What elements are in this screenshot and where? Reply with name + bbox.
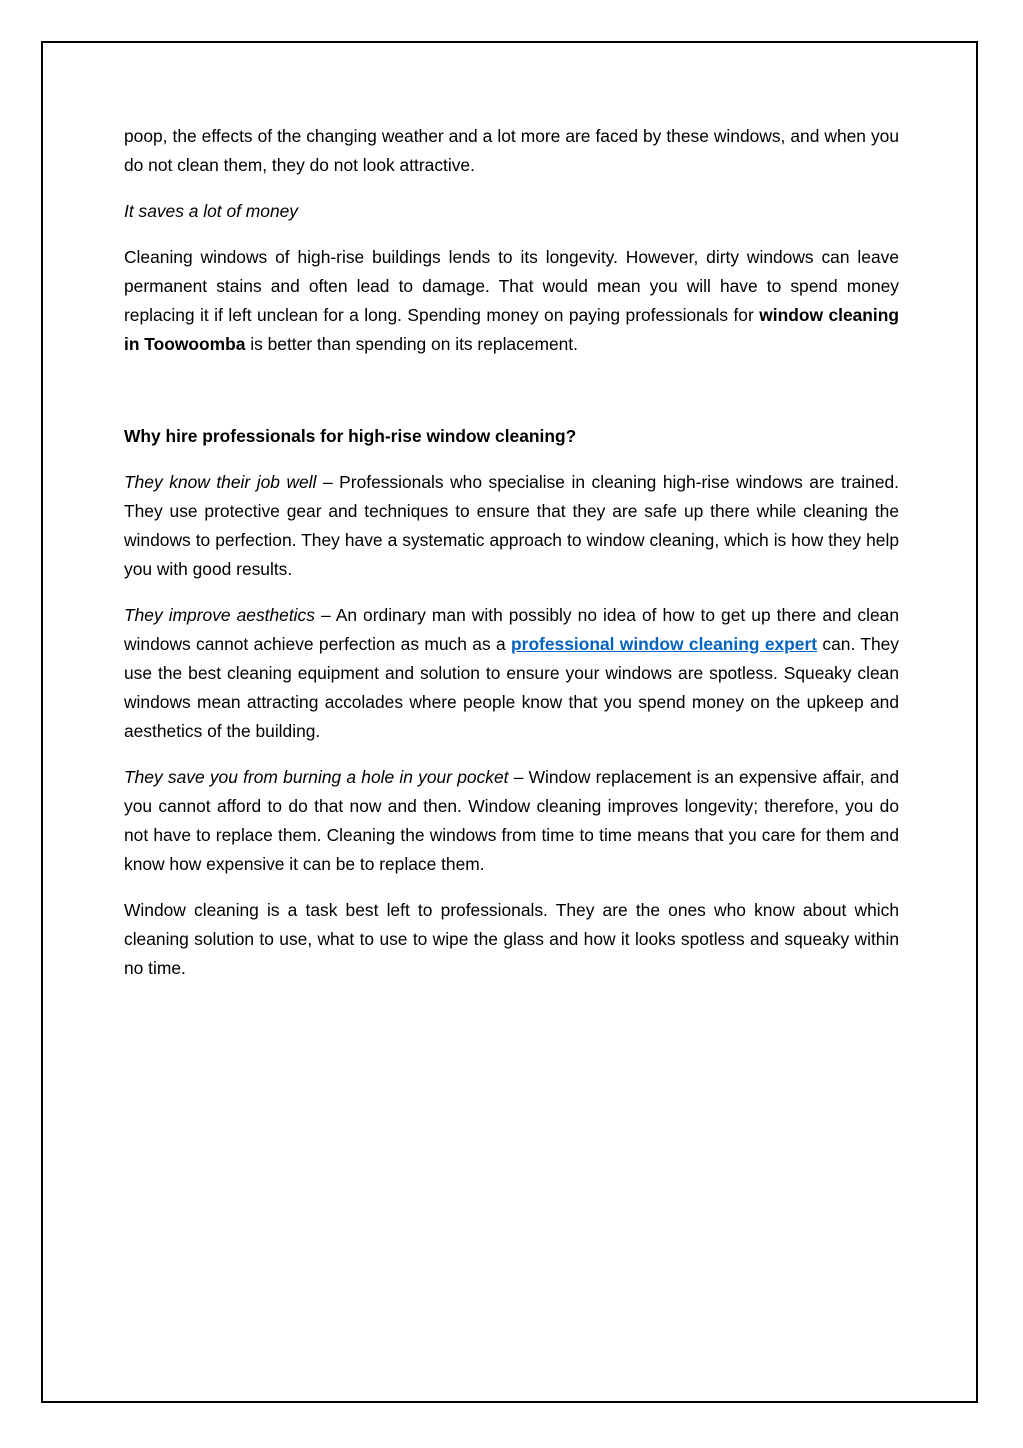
paragraph-know-job-lead: They know their job well: [124, 472, 317, 492]
paragraph-aesthetics-lead: They improve aesthetics: [124, 605, 315, 625]
section-heading: Why hire professionals for high-rise window cleaning?: [124, 426, 577, 446]
professional-window-cleaning-link[interactable]: professional window cleaning expert: [511, 634, 818, 654]
paragraph-longevity-end: is better than spending on its replacement.: [245, 334, 578, 354]
paragraph-know-job-text: – Professionals who specialise in cleaning high-rise windows are trained. They use protective gear and techniques to ensure that they are safe up there while cleaning the windows to perfection. They have a systematic approach to window cleaning, which is how they help you with good results.: [124, 472, 899, 579]
subheading-saves-money: It saves a lot of money: [124, 201, 298, 221]
paragraph-aesthetics-end: can. They use the best cleaning equipment and solution to ensure your windows are spotless. Squeaky clean windows mean attracting accolades where people know that you spend money on the upkeep and aesthetics of the building.: [124, 634, 899, 741]
paragraph-aesthetics-text: – An ordinary man with possibly no idea of how to get up there and clean windows cannot achieve perfection as much as a: [124, 605, 899, 654]
paragraph-longevity: [124, 243, 899, 359]
paragraph-save-money-text: – Window replacement is an expensive affair, and you cannot afford to do that now and then. Window cleaning improves longevity; therefore, you do not have to replace them. Cleaning the windows from time to time means that you care for them and know how expensive it can be to replace them.: [124, 767, 899, 874]
paragraph-conclusion: Window cleaning is a task best left to professionals. They are the ones who know about which cleaning solution to use, what to use to wipe the glass and how it looks spotless and squeaky within no time.: [124, 900, 899, 978]
paragraph-intro: poop, the effects of the changing weather and a lot more are faced by these windows, and when you do not clean them, they do not look attractive.: [124, 126, 899, 175]
paragraph-aesthetics: [124, 601, 899, 746]
keyword-window-cleaning-toowoomba: window cleaning in Toowoomba: [124, 305, 899, 354]
paragraph-longevity-text: Cleaning windows of high-rise buildings lends to its longevity. However, dirty windows can leave permanent stains and often lead to damage. That would mean you will have to spend money replacing it if left unclean for a long. Spending money on paying professionals for: [124, 247, 899, 325]
paragraph-save-money: [124, 763, 899, 879]
section-spacer: [124, 376, 899, 422]
document-body: [124, 122, 899, 1000]
paragraph-know-job: [124, 468, 899, 584]
paragraph-save-money-lead: They save you from burning a hole in your pocket: [124, 767, 509, 787]
